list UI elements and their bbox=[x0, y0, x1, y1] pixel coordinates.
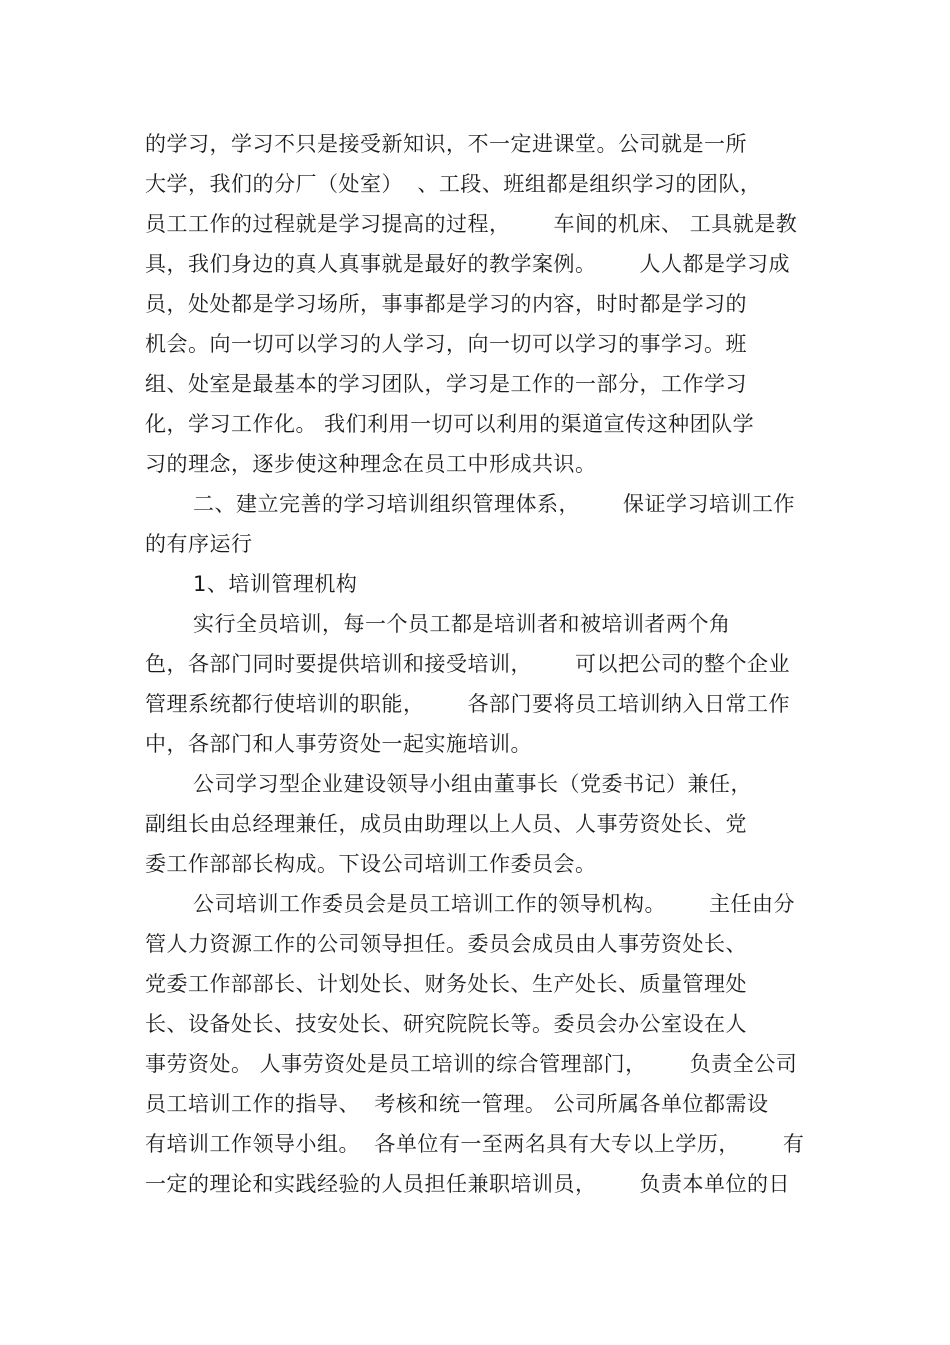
text-line: 一定的理论和实践经验的人员担任兼职培训员， 负责本单位的日 bbox=[145, 1172, 791, 1196]
text-line: 长、设备处长、技安处长、研究院院长等。委员会办公室设在人 bbox=[145, 1012, 747, 1036]
section-heading: 二、建立完善的学习培训组织管理体系， 保证学习培训工作 bbox=[193, 492, 796, 516]
text-line: 大学，我们的分厂（处室） 、工段、班组都是组织学习的团队， bbox=[145, 172, 762, 196]
text-line: 副组长由总经理兼任，成员由助理以上人员、人事劳资处长、党 bbox=[145, 812, 747, 836]
text-line: 有培训工作领导小组。 各单位有一至两名具有大专以上学历， 有 bbox=[145, 1132, 805, 1156]
paragraph-start: 实行全员培训，每一个员工都是培训者和被培训者两个角 bbox=[193, 612, 731, 636]
text-line: 员，处处都是学习场所，事事都是学习的内容，时时都是学习的 bbox=[145, 292, 747, 316]
text-line: 党委工作部部长、计划处长、财务处长、生产处长、质量管理处 bbox=[145, 972, 747, 996]
text-line: 色，各部门同时要提供培训和接受培训， 可以把公司的整个企业 bbox=[145, 652, 791, 676]
text-line: 具，我们身边的真人真事就是最好的教学案例。 人人都是学习成 bbox=[145, 252, 791, 276]
text-line: 习的理念，逐步使这种理念在员工中形成共识。 bbox=[145, 452, 597, 476]
text-line: 员工工作的过程就是学习提高的过程， 车间的机床、 工具就是教 bbox=[145, 212, 798, 236]
text-line: 委工作部部长构成。下设公司培训工作委员会。 bbox=[145, 852, 597, 876]
paragraph-start: 公司学习型企业建设领导小组由董事长（党委书记）兼任， bbox=[193, 772, 752, 796]
text-line: 员工培训工作的指导、 考核和统一管理。 公司所属各单位都需设 bbox=[145, 1092, 769, 1116]
text-line: 管理系统都行使培训的职能， 各部门要将员工培训纳入日常工作 bbox=[145, 692, 791, 716]
text-line: 管人力资源工作的公司领导担任。委员会成员由人事劳资处长、 bbox=[145, 932, 747, 956]
subsection-heading: 1、培训管理机构 bbox=[193, 572, 358, 596]
text-line: 组、处室是最基本的学习团队，学习是工作的一部分，工作学习 bbox=[145, 372, 747, 396]
text-line: 中，各部门和人事劳资处一起实施培训。 bbox=[145, 732, 532, 756]
text-line: 化，学习工作化。 我们利用一切可以利用的渠道宣传这种团队学 bbox=[145, 412, 755, 436]
section-heading-cont: 的有序运行 bbox=[145, 532, 253, 556]
text-line: 机会。向一切可以学习的人学习，向一切可以学习的事学习。班 bbox=[145, 332, 747, 356]
text-line: 的学习，学习不只是接受新知识，不一定进课堂。公司就是一所 bbox=[145, 132, 747, 156]
text-line: 事劳资处。 人事劳资处是员工培训的综合管理部门， 负责全公司 bbox=[145, 1052, 798, 1076]
paragraph-start: 公司培训工作委员会是员工培训工作的领导机构。 主任由分 bbox=[193, 892, 796, 916]
